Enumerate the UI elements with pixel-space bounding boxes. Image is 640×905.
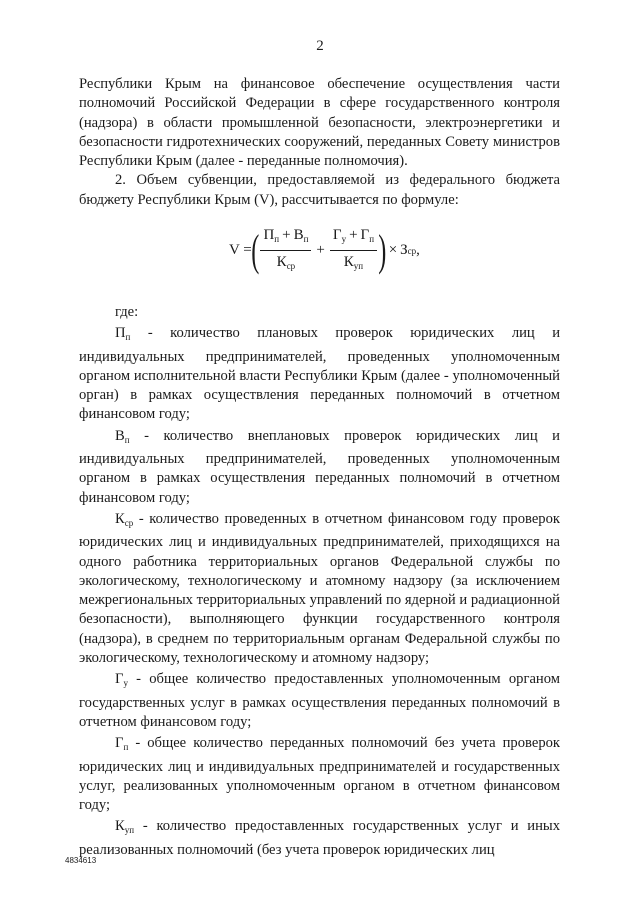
definition-symbol: В: [115, 427, 125, 444]
symbol-ksr-sub: ср: [286, 261, 296, 271]
symbol-gu: Г: [332, 227, 342, 243]
definition-item: [79, 427, 560, 508]
definitions-section: [79, 303, 560, 860]
formula-lhs: V =: [229, 242, 252, 258]
definition-symbol: К: [115, 818, 125, 835]
definition-symbol-sub: у: [123, 678, 128, 689]
definition-text: - общее количество предоставленных уполномоченным органом государственных услуг в рамках осуществления переданных полномочий в отчетном финансовом году;: [79, 671, 560, 730]
page-number: 2: [316, 38, 324, 54]
symbol-pp: П: [263, 227, 275, 243]
intro-paragraph: [79, 75, 560, 210]
fraction-2-denominator: [341, 251, 366, 275]
formula-fraction-1: [260, 226, 311, 275]
definition-text: - количество предоставленных государственных услуг и иных реализованных полномочий (без учета проверок юридических лиц: [79, 818, 560, 858]
definition-symbol: Г: [115, 671, 124, 688]
definition-item: [79, 734, 560, 815]
definition-item: [79, 670, 560, 732]
symbol-gp-sub: п: [369, 234, 375, 244]
definition-text: - общее количество переданных полномочий без учета проверок юридических лиц и индивидуальных предпринимателей и государственных услуг, реализованных уполномоченным органом в отчетном финансовом году;: [79, 735, 560, 814]
fraction-1-denominator: [274, 251, 299, 275]
fraction-1-numerator: [260, 226, 311, 251]
formula-fraction-2: [330, 226, 377, 275]
definition-item: [79, 510, 560, 668]
symbol-vp: В: [293, 227, 304, 243]
symbol-vp-sub: п: [303, 234, 309, 244]
symbol-kup-sub: уп: [353, 261, 364, 271]
where-label: где:: [115, 304, 139, 320]
plus-sign: +: [349, 227, 358, 243]
definition-item: [79, 324, 560, 424]
definition-text: - количество плановых проверок юридических лиц и индивидуальных предпринимателей, проведенных уполномоченным органом исполнительной власти Республики Крым (далее - уполномоченный орган) в рамках осуществления переданных полномочий в отчетном финансовом году;: [79, 325, 560, 423]
document-code: 4834613: [65, 856, 97, 865]
definition-symbol-sub: уп: [124, 825, 135, 836]
definition-symbol: К: [115, 510, 125, 527]
definition-text: - количество внеплановых проверок юридических лиц и индивидуальных предпринимателей, проведенных уполномоченным органом в рамках осуществления переданных полномочий в отчетном финансовом году;: [79, 427, 560, 506]
symbol-z-sub: ср: [407, 245, 417, 256]
subvention-formula: [229, 226, 420, 275]
definition-symbol: П: [115, 325, 126, 342]
plus-sign-mid: +: [316, 242, 325, 258]
item-2-text: 2. Объем субвенции, предоставляемой из федерального бюджета бюджету Республики Крым (V), рассчитывается по формуле:: [79, 172, 560, 208]
definition-item: [79, 817, 560, 860]
symbol-gp: Г: [360, 227, 370, 243]
intro-text: Республики Крым на финансовое обеспечение осуществления части полномочий Российской Федерации в сфере государственного контроля (надзора) в области промышленной безопасности, электроэнергетики и безопасности гидротехнических сооружений, переданных Совету министров Республики Крым (далее - переданные полномочия).: [79, 76, 560, 170]
plus-sign: +: [282, 227, 291, 243]
symbol-ksr: К: [276, 254, 287, 270]
formula-close-paren: ): [378, 225, 387, 275]
definition-symbol-sub: п: [123, 742, 129, 753]
formula-open-paren: (: [251, 225, 260, 275]
definitions-list: [79, 324, 560, 860]
definition-text: - количество проведенных в отчетном финансовом году проверок юридических лиц и индивидуальных предпринимателей, приходящихся на одного работника территориальных органов Федеральной службы по экологическому, технологическому и атомному надзору (за исключением межрегиональных территориальных управлений по ядерной и радиационной безопасности), выполняющего функции государственного контроля (надзора), в среднем по территориальным органам Федеральной службы по экологическому, технологическому и атомному надзору;: [79, 510, 560, 667]
symbol-z: З: [400, 242, 408, 258]
formula-tail: ,: [416, 242, 420, 258]
symbol-pp-sub: п: [274, 234, 280, 244]
symbol-kup: К: [343, 254, 354, 270]
fraction-2-numerator: [330, 226, 377, 251]
definition-symbol-sub: п: [124, 434, 130, 445]
symbol-gu-sub: у: [341, 234, 347, 244]
definition-symbol: Г: [115, 735, 124, 752]
definition-symbol-sub: п: [125, 332, 131, 343]
times-sign: ×: [388, 242, 398, 258]
definition-symbol-sub: ср: [124, 517, 134, 528]
